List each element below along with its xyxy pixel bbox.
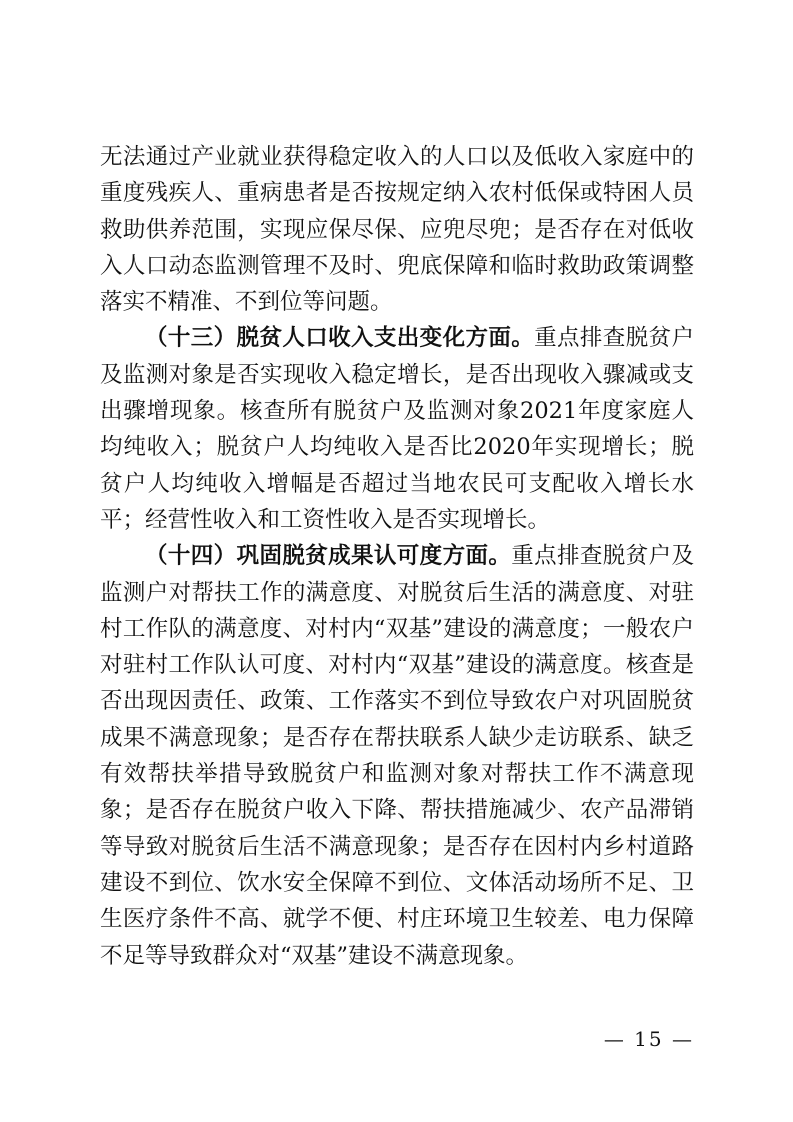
paragraph-continuation	[100, 139, 694, 320]
paragraph-text: 重点排查脱贫户及监测户对帮扶工作的满意度、对脱贫后生活的满意度、对驻村工作队的满意度、对村内“双基”建设的满意度；一般农户对驻村工作队认可度、对村内“双基”建设的满意度。核查是否出现因责任、政策、工作落实不到位导致农户对巩固脱贫成果不满意现象；是否存在帮扶联系人缺少走访联系、缺乏有效帮扶举措导致脱贫户和监测对象对帮扶工作不满意现象；是否存在脱贫户收入下降、帮扶措施减少、农产品滞销等导致对脱贫后生活不满意现象；是否存在因村内乡村道路建设不到位、饮水安全保障不到位、文体活动场所不足、卫生医疗条件不高、就学不便、村庄环境卫生较差、电力保障不足等导致群众对“双基”建设不满意现象。	[100, 543, 694, 969]
section-heading: （十三）脱贫人口收入支出变化方面。	[145, 325, 535, 352]
paragraph-text: 重点排查脱贫户及监测对象是否实现收入稳定增长，是否出现收入骤减或支出骤增现象。核查所有脱贫户及监测对象2021年度家庭人均纯收入；脱贫户人均纯收入是否比2020年实现增长；脱贫户人均纯收入增幅是否超过当地农民可支配收入增长水平；经营性收入和工资性收入是否实现增长。	[100, 325, 694, 533]
paragraph-section-13	[100, 320, 694, 538]
document-body	[100, 139, 694, 974]
section-heading: （十四）巩固脱贫成果认可度方面。	[145, 543, 512, 570]
paragraph-section-14	[100, 538, 694, 974]
page-number: — 15 —	[603, 1027, 694, 1051]
paragraph-text: 无法通过产业就业获得稳定收入的人口以及低收入家庭中的重度残疾人、重病患者是否按规定纳入农村低保或特困人员救助供养范围，实现应保尽保、应兜尽兜；是否存在对低收入人口动态监测管理不及时、兜底保障和临时救助政策调整落实不精准、不到位等问题。	[100, 144, 694, 316]
